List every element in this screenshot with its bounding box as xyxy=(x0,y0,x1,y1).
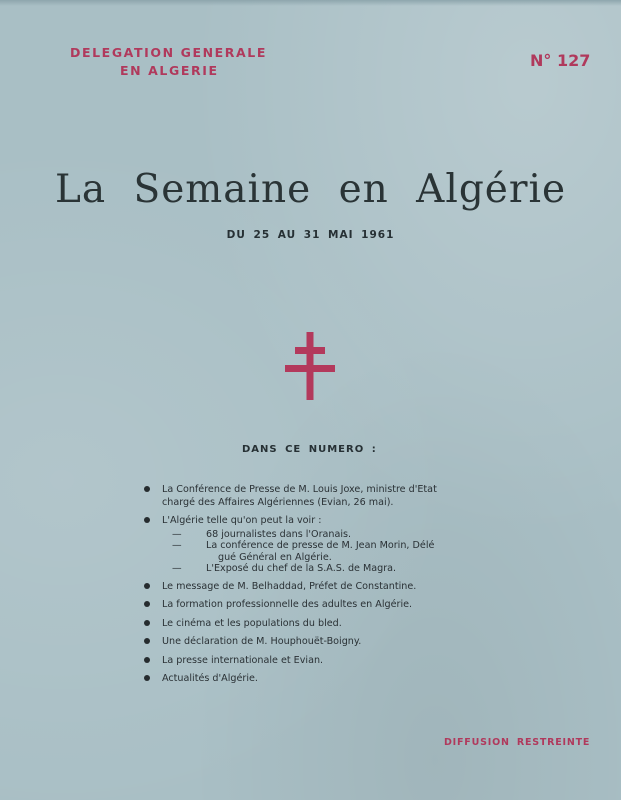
item-text: Le message de M. Belhaddad, Préfet de Constantine. xyxy=(162,580,417,592)
issue-number: N° 127 xyxy=(530,51,591,70)
list-item xyxy=(144,581,484,594)
bullet-icon xyxy=(144,675,150,681)
list-item xyxy=(144,484,484,509)
dash-icon: — xyxy=(172,528,182,540)
contents-list xyxy=(144,484,484,692)
item-text: La Conférence de Presse de M. Louis Joxe, ministre d'Etat xyxy=(162,484,437,495)
bullet-icon xyxy=(144,486,150,492)
item-text: L'Algérie telle qu'on peut la voir : xyxy=(162,515,322,526)
publication-title: La Semaine en Algérie xyxy=(54,167,567,212)
date-range: DU 25 AU 31 MAI 1961 xyxy=(226,229,395,241)
list-item xyxy=(144,673,484,686)
sub-item-text: L'Exposé du chef de la S.A.S. de Magra. xyxy=(206,563,397,574)
item-text: Une déclaration de M. Houphouët-Boigny. xyxy=(162,636,362,647)
bullet-icon xyxy=(144,638,150,644)
dash-icon: — xyxy=(172,540,182,551)
sub-list xyxy=(162,529,484,575)
list-item xyxy=(144,618,484,631)
bullet-icon xyxy=(144,601,150,607)
distribution-notice: DIFFUSION RESTREINTE xyxy=(444,737,591,748)
issuer-line-1: DELEGATION GENERALE xyxy=(70,45,268,60)
list-item xyxy=(144,599,484,612)
sub-item-text: La conférence de presse de M. Jean Morin, Délé xyxy=(206,540,435,551)
item-text: Actualités d'Algérie. xyxy=(162,673,258,684)
list-item xyxy=(144,655,484,668)
item-text: Le cinéma et les populations du bled. xyxy=(162,617,342,629)
issuer-block xyxy=(70,44,267,80)
item-text: La formation professionnelle des adultes en Algérie. xyxy=(162,599,413,610)
list-item xyxy=(144,636,484,649)
cross-of-lorraine-icon xyxy=(285,332,335,402)
sub-item xyxy=(162,529,484,541)
sub-item xyxy=(162,540,484,552)
sub-item-text: 68 journalistes dans l'Oranais. xyxy=(206,528,352,540)
sub-item-text: gué Général en Algérie. xyxy=(218,551,332,563)
list-item xyxy=(144,515,484,575)
item-text: chargé des Affaires Algériennes (Evian, 26 mai). xyxy=(162,496,394,508)
contents-heading: DANS CE NUMERO : xyxy=(242,444,377,455)
page-edge xyxy=(0,0,621,6)
sub-item xyxy=(162,563,484,575)
item-text: La presse internationale et Evian. xyxy=(162,654,324,666)
bullet-icon xyxy=(144,583,150,589)
bullet-icon xyxy=(144,517,150,523)
dash-icon: — xyxy=(172,563,182,574)
bullet-icon xyxy=(144,620,150,626)
bullet-icon xyxy=(144,657,150,663)
issuer-line-2: EN ALGERIE xyxy=(120,63,219,78)
